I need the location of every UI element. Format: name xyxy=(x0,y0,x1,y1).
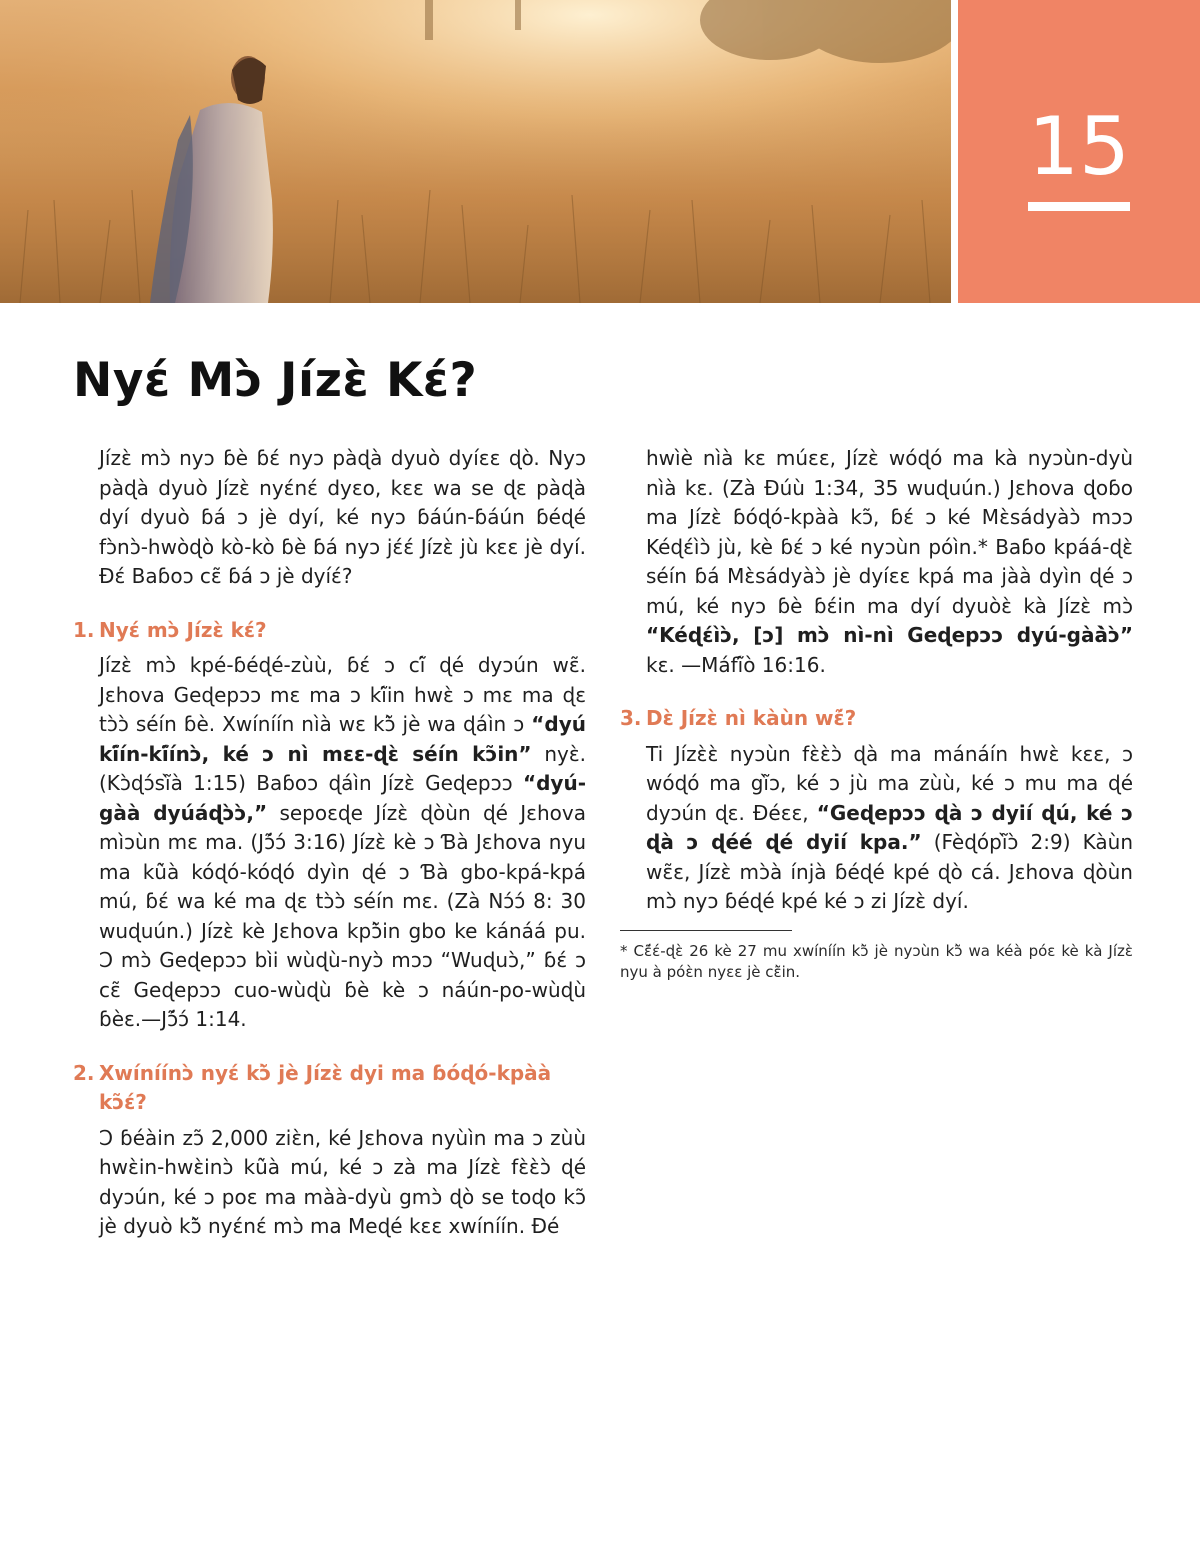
text-run: hwìè nìà kɛ múɛɛ, Jízɛ̀ wóɖó ma kà nyɔùn-dyù nìà kɛ. (Zà Ɖúù 1:34, 35 wuɖuún.) Jɛhova ɖoɓo ma Jízɛ̀ ɓóɖó-kpàà kɔ̃, ɓɛ́ ɔ ké Mɛ̀sádyàɔ̀ mɔɔ Kéɖɛ́ìɔ̀ jù, kè ɓɛ́ ɔ ké nyɔùn póìn.* Baɓo kpáá-ɖɛ̀ séín ɓá Mɛ̀sádyàɔ̀ jè dyíɛɛ kpá ma jàà dyìn ɖé ɔ mú, ké nyɔ ɓè ɓɛ́in ma dyí dyuòɛ̀ kà Jízɛ̀ mɔ̀ xyxy=(646,446,1133,618)
question-text: Nyɛ́ mɔ̀ Jízɛ̀ kɛ́? xyxy=(99,617,267,642)
question-number: 2. xyxy=(73,1060,95,1085)
question-heading-1 xyxy=(73,616,586,646)
question-text: Dɛ̀ Jízɛ̀ nì kàùn wɛ̃́? xyxy=(646,706,857,730)
text-run: kɛ. —Máfĩ́ò 16:16. xyxy=(646,652,826,677)
section-2-paragraph-continued xyxy=(620,444,1133,680)
hero-image xyxy=(0,0,951,303)
question-number: 3. xyxy=(620,706,642,730)
chapter-underline xyxy=(1028,202,1130,211)
emphasis-quote: “Geɖepɔɔ ɖà ɔ dyií ɖú, ké ɔ ɖà ɔ ɖéé ɖé dyií kpa.” xyxy=(646,800,1133,854)
text-run: (Fèɖópĩ̀ɔ̀ 2:9) Kàùn wɛ̃ɛ, Jízɛ̀ mɔ̀à ínjà ɓéɖé kpé ɖò cá. Jɛhova ɖòùn mɔ̀ nyɔ ɓéɖé kpé ké ɔ zi Jízɛ̀ dyí. xyxy=(646,830,1133,913)
section-3-paragraph xyxy=(620,740,1133,917)
footnote: * Cɛ̃́ɛ́-ɖɛ̀ 26 kè 27 mu xwíníín kɔ̃̀ jè nyɔùn kɔ̃̀ wa kéà póɛ kè kà Jízɛ̀ nyu à póɛ̀n nyɛɛ jè cɛ̃̀in. xyxy=(620,941,1133,981)
left-column xyxy=(73,444,586,1242)
right-column xyxy=(620,444,1133,983)
text-run: Ti Jízɛ̀ɛ̀ nyɔùn fɛ̀ɛ̀ɔ̀ ɖà ma mánáín hwɛ̀ kɛɛ, ɔ wóɖó ma gĩ̀ɔ, ké ɔ jù ma zùù, ké ɔ mu ma ɖé dyɔún ɖɛ. Ɖéɛɛ, xyxy=(646,741,1133,825)
text-run: nyɛ̀. (Kɔ̀ɖɔ́sĩ̀à 1:15) Baɓoɔ ɖáìn Jízɛ̀ Geɖepɔɔ xyxy=(99,741,587,795)
emphasis-quote: “dyú kĩ́ín-kĩ́ínɔ̀, ké ɔ nì mɛɛ-ɖɛ̀ séín kɔ̃in” xyxy=(99,712,586,766)
chapter-badge xyxy=(958,0,1200,303)
intro-paragraph: Jízɛ̀ mɔ̀ nyɔ ɓè ɓɛ́ nyɔ pàɖà dyuò dyíɛɛ ɖò. Nyɔ pàɖà dyuò Jízɛ̀ nyɛ́nɛ́ dyɛo, kɛɛ wa se ɖɛ pàɖà dyí dyuò ɓá ɔ jè dyí, ké nyɔ ɓáún-ɓáún ɓéɖé fɔ̀nɔ̀-hwòɖò kò-kò ɓè ɓá nyɔ jɛ́ɛ́ Jízɛ̀ jù kɛɛ jè dyí. Ɖɛ́ Baɓoɔ cɛ̃ ɓá ɔ jè dyíɛ́? xyxy=(99,446,586,588)
question-heading-2 xyxy=(73,1059,586,1118)
question-text: Xwíníínɔ̀ nyɛ́ kɔ̃̀ jè Jízɛ̀ dyi ma ɓóɖó-kpàà kɔ̃ɛ́? xyxy=(99,1060,552,1114)
footnote-divider xyxy=(620,930,792,931)
question-heading-3 xyxy=(620,704,1133,734)
question-number: 1. xyxy=(73,617,95,642)
chapter-number: 15 xyxy=(1028,100,1130,193)
section-1-paragraph xyxy=(73,651,586,1035)
text-run: Jízɛ̀ mɔ̀ kpé-ɓéɖé-zùù, ɓɛ́ ɔ cĩ́ ɖé dyɔún wɛ̃. Jɛhova Geɖepɔɔ mɛ ma ɔ kĩ́in hwɛ̀ ɔ mɛ ma ɖɛ tɔ̀ɔ̀ séín ɓè. Xwíníín nìà wɛ kɔ̃̀ jè wa ɖáìn ɔ xyxy=(99,653,586,736)
emphasis-quote: “dyú-gàà dyúáɖɔ̀ɔ̀,” xyxy=(99,771,586,825)
section-2-paragraph: Ɔ ɓéàin zɔ̃ 2,000 ziɛ̀n, ké Jɛhova nyùìn ma ɔ zùù hwɛ̀in-hwɛ̀inɔ̀ kũ̀à mú, ké ɔ zà ma Jízɛ̀ fɛ̀ɛ̀ɔ̀ ɖé dyɔún, ké ɔ poɛ ma màà-dyù gmɔ̀ ɖò se toɖo kɔ̃ jè dyuò kɔ̃̀ nyɛ́nɛ́ mɔ̀ ma Meɖé kɛɛ xwíníín. Ɖé xyxy=(99,1125,586,1238)
page-title: Nyɛ́ Mɔ̀ Jízɛ̀ Kɛ́? xyxy=(73,353,478,408)
emphasis-quote: “Kéɖɛ́ìɔ̀, [ɔ] mɔ̀ nì-nì Geɖepɔɔ dyú-gàà̀ɔ̀” xyxy=(646,623,1133,647)
text-run: sepoɛɖe Jízɛ̀ ɖòùn ɖé Jɛhova mìɔùn mɛ ma. (Jɔ̃́ɔ́ 3:16) Jízɛ̀ kè ɔ Ɓà Jɛhova nyu ma kũ̀à kóɖó-kóɖó dyìn ɖé ɔ Ɓà gbo-kpá-kpá mú, ɓɛ́ wa ké ma ɖɛ tɔ̀ɔ̀ séín mɛ. (Zà Nɔ́ɔ́ 8: 30 wuɖuún.) Jízɛ̀ kè Jɛhova kpɔ̃̀in gbo ke kánáá pu. Ɔ mɔ̀ Geɖepɔɔ bìi wùɖù-nyɔ̀ mɔɔ “Wuɖuɔ̀,” ɓɛ́ ɔ cɛ̃ Geɖepɔɔ cuo-wùɖù ɓè kè ɔ náún-po-wùɖù ɓèɛ.—Jɔ̃́ɔ́ 1:14. xyxy=(99,800,586,1031)
